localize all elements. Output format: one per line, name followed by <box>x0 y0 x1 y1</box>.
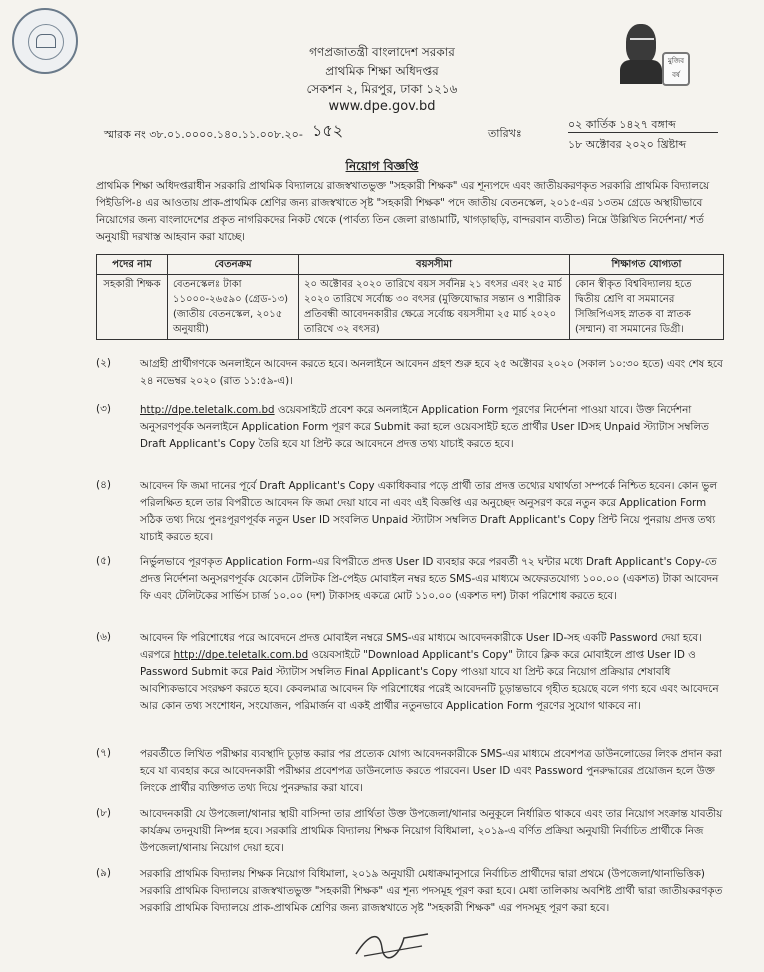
item-body: ওয়েবসাইটে "Download Applicant's Copy" ট্যাবে ক্লিক করে মোবাইলে প্রাপ্ত User ID ও Password Submit করে Paid স্ট্যাটাস সম্বলিত Final Applicant's Copy পাওয়া যাবে যা প্রিন্ট করে নিয়োগ প্রক্রিয়ার শেষাবধি আবশ্যিকভাবে সংরক্ষণ করতে হবে। কেবলমাত্র আবেদন ফি পরিশোধের পরেই আবেদনটি চূড়ান্তভাবে গৃহীত হয়েছে বলে গণ্য হবে এবং আবেদনে আর কোন তথ্য সংশোধন, সংযোজন, পরিমার্জন বা একই প্রার্থীর নতুনভাবে Application Form পূরণের সুযোগ থাকবে না। <box>140 649 719 712</box>
notice-title: নিয়োগ বিজ্ঞপ্তি <box>345 159 419 173</box>
teletalk-link[interactable]: http://dpe.teletalk.com.bd <box>140 404 275 416</box>
cell-age: ২০ অক্টোবর ২০২০ তারিখে বয়স সর্বনিম্ন ২১ বৎসর এবং ২৫ মার্চ ২০২০ তারিখে সর্বোচ্চ ৩০ বৎসর (মুক্তিযোদ্ধার সন্তান ও শারীরিক প্রতিবন্ধী আবেদনকারীর ক্ষেত্রে সর্বোচ্চ বয়সসীমা ২৫ মার্চ ২০২০ তারিখে ৩২ বৎসর) <box>299 275 570 340</box>
date-label: তারিখঃ <box>488 127 522 140</box>
item-text <box>140 630 724 715</box>
memo-label: স্মারক নং ৩৮.০১.০০০০.১৪০.১১.০০৮.২০- <box>104 128 303 141</box>
memo-number: ১৫২ <box>312 121 344 140</box>
date-bangla: ০২ কার্তিক ১৪২৭ বঙ্গাব্দ <box>568 118 676 131</box>
item-text: আবেদনকারী যে উপজেলা/থানার স্থায়ী বাসিন্দা তার প্রার্থিতা উক্ত উপজেলা/থানার অনুকূলে নির্ধারিত থাকবে এবং তার নিয়োগ সংক্রান্ত যাবতীয় কার্যক্রম তদনুযায়ী নিষ্পন্ন হবে। সরকারি প্রাথমিক বিদ্যালয় শিক্ষক নিয়োগ বিধিমালা, ২০১৯-এ বর্ণিত প্রক্রিয়া অনুযায়ী নির্বাচিত প্রার্থীকে নিজ উপজেলা/থানায় নিয়োগ দেয়া হবে। <box>140 808 723 854</box>
intro-paragraph: প্রাথমিক শিক্ষা অধিদপ্তরাধীন সরকারি প্রাথমিক বিদ্যালয়ে রাজস্বখাতভুক্ত "সহকারী শিক্ষক" এর শূন্যপদে এবং জাতীয়করণকৃত সরকারি প্রাথমিক বিদ্যালয়ে পিইডিপি-৪ এর আওতায় প্রাক-প্রাথমিক শ্রেণির জন্য রাজস্বখাতে সৃষ্ট "সহকারী শিক্ষক" পদে জাতীয় বেতনস্কেল, ২০১৫-এর ১৩তম গ্রেডে অস্থায়ীভাবে নিয়োগের জন্য বাংলাদেশের প্রকৃত নাগরিকদের নিকট থেকে (পার্বত্য তিন জেলা রাঙামাটি, খাগড়াছড়ি, বান্দরবান ব্যতীত) নিম্নে উল্লিখিত নির্দেশনা/ শর্ত অনুযায়ী দরখাস্ত আহবান করা যাচ্ছে। <box>96 180 710 243</box>
header-age: বয়সসীমা <box>299 255 570 275</box>
item-prefix: আবেদন ফি পরিশোধের পরে আবেদনে প্রদত্ত মোবাইল নম্বরে SMS-এর মাধ্যমে আবেদনকারীকে User ID-সহ একটি Password দেয়া হবে। এরপরে <box>140 632 702 661</box>
header-scale: বেতনক্রম <box>168 255 299 275</box>
item-text: নির্ভুলভাবে পূরণকৃত Application Form-এর বিপরীতে প্রদত্ত User ID ব্যবহার করে পরবর্তী ৭২ ঘন্টার মধ্যে Draft Applicant's Copy-তে প্রদত্ত নির্দেশনা অনুসরণপূর্বক যেকোন টেলিটক প্রি-পেইড মোবাইল নম্বর হতে SMS-এর মাধ্যমে অফেরতযোগ্য ১০০.০০ (একশত) টাকা আবেদন ফি এবং টেলিটকের সার্ভিস চার্জ ১০.০০ (দশ) টাকাসহ একত্রে মোট ১১০.০০ (একশত দশ) টাকা পরিশোধ করতে হবে। <box>140 556 719 602</box>
item-text: সরকারি প্রাথমিক বিদ্যালয় শিক্ষক নিয়োগ বিধিমালা, ২০১৯ অনুযায়ী মেধাক্রমানুসারে নির্বাচিত প্রার্থীদের দ্বারা প্রথমে (উপজেলা/থানাভিত্তিক) সরকারি প্রাথমিক বিদ্যালয়ে রাজস্বখাতভুক্ত "সহকারী শিক্ষক" এর শূন্য পদসমূহ পূরণ করা হবে। মেধা তালিকায় অবশিষ্ট প্রার্থী দ্বারা জাতীয়করণকৃত সরকারি প্রাথমিক বিদ্যালয়ে প্রাক-প্রাথমিক শ্রেণির জন্য রাজস্বখাতে সৃষ্ট "সহকারী শিক্ষক" এর পদসমূহ পূরণ করা হবে। <box>140 868 723 914</box>
item-body: ওয়েবসাইটে প্রবেশ করে অনলাইনে Application Form পূরণের নির্দেশনা পাওয়া যাবে। উক্ত নির্দেশনা অনুসরণপূর্বক অনলাইনে Application Form পূরণ করে Submit করা হলে ওয়েবসাইট হতে প্রার্থীর User IDসহ Unpaid স্ট্যাটাস সম্বলিত Draft Applicant's Copy তৈরি হবে যা প্রিন্ট করে আবেদনে প্রদত্ত তথ্য যাচাই করতে হবে। <box>140 404 709 450</box>
teletalk-link[interactable]: http://dpe.teletalk.com.bd <box>173 649 309 661</box>
cell-scale: বেতনস্কেলঃ টাকা ১১০০০-২৬৫৯০ (গ্রেড-১৩) (জাতীয় বেতনস্কেল, ২০১৫ অনুযায়ী) <box>168 275 299 340</box>
dept-name: প্রাথমিক শিক্ষা অধিদপ্তর <box>325 64 439 78</box>
item-text: আবেদন ফি জমা দানের পূর্বে Draft Applicant's Copy একাধিকবার পড়ে প্রার্থী তার প্রদত্ত তথ্যের যথার্থতা সম্পর্কে নিশ্চিত হবেন। কোন ভুল পরিলক্ষিত হলে তার বিপরীতে আবেদন ফি জমা দেয়া যাবে না এবং এই বিজ্ঞপ্তি এর অনুচ্ছেদ অনুসরণ করে নতুন করে Application Form সঠিক তথ্য দিয়ে পুনঃপূরণপূর্বক নতুন User ID সংবলিত Unpaid স্ট্যাটাস সম্বলিত Draft Applicant's Copy প্রিন্ট নিয়ে পুনরায় প্রদত্ত তথ্য যাচাই করতে হবে। <box>140 480 717 543</box>
item-text <box>140 402 724 453</box>
table-row <box>97 275 724 340</box>
item-number: (৬) <box>96 631 112 643</box>
gov-name: গণপ্রজাতন্ত্রী বাংলাদেশ সরকার <box>309 45 455 59</box>
item-number: (২) <box>96 357 112 369</box>
cell-edu: কোন স্বীকৃত বিশ্ববিদ্যালয় হতে দ্বিতীয় শ্রেণি বা সমমানের সিজিপিএসহ স্নাতক বা স্নাতক (সম্মান) বা সমমানের ডিগ্রী। <box>570 275 724 340</box>
date-divider <box>568 132 718 133</box>
item-text: আগ্রহী প্রার্থীগণকে অনলাইনে আবেদন করতে হবে। অনলাইনে আবেদন গ্রহণ শুরু হবে ২৫ অক্টোবর ২০২০ (সকাল ১০:৩০ হতে) এবং শেষ হবে ২৪ নভেম্বর ২০২০ (রাত ১১:৫৯-এ)। <box>140 358 723 387</box>
header-post: পদের নাম <box>97 255 168 275</box>
item-number: (৯) <box>96 867 112 879</box>
item-number: (৭) <box>96 747 112 759</box>
item-number: (৫) <box>96 555 112 567</box>
date-english: ১৮ অক্টোবর ২০২০ খ্রিষ্টাব্দ <box>568 138 687 151</box>
signature-image <box>352 926 432 962</box>
item-number: (৪) <box>96 479 112 491</box>
dept-address: সেকশন ২, মিরপুর, ঢাকা ১২১৬ <box>306 82 458 96</box>
dept-website[interactable]: www.dpe.gov.bd <box>328 99 436 114</box>
item-number: (৩) <box>96 403 112 415</box>
requirements-table <box>96 254 724 340</box>
mujib-badge: মুজিব বর্ষ <box>662 52 690 86</box>
item-text: পরবর্তীতে লিখিত পরীক্ষার ব্যবস্থাদি চূড়ান্ত করার পর প্রত্যেক যোগ্য আবেদনকারীকে SMS-এর মাধ্যমে প্রবেশপত্র ডাউনলোডের লিংক প্রদান করা হবে যা ব্যবহার করে আবেদনকারী পরীক্ষার প্রবেশপত্র ডাউনলোড করতে পারবেন। User ID এবং Password পুনরুদ্ধারের প্রয়োজন হলে উক্ত লিংকে প্রার্থীর ব্যক্তিগত তথ্য দিয়ে পুনরুদ্ধার করা যাবে। <box>140 748 722 794</box>
item-number: (৮) <box>96 807 112 819</box>
table-header-row <box>97 255 724 275</box>
cell-post: সহকারী শিক্ষক <box>97 275 168 340</box>
header-edu: শিক্ষাগত যোগ্যতা <box>570 255 724 275</box>
